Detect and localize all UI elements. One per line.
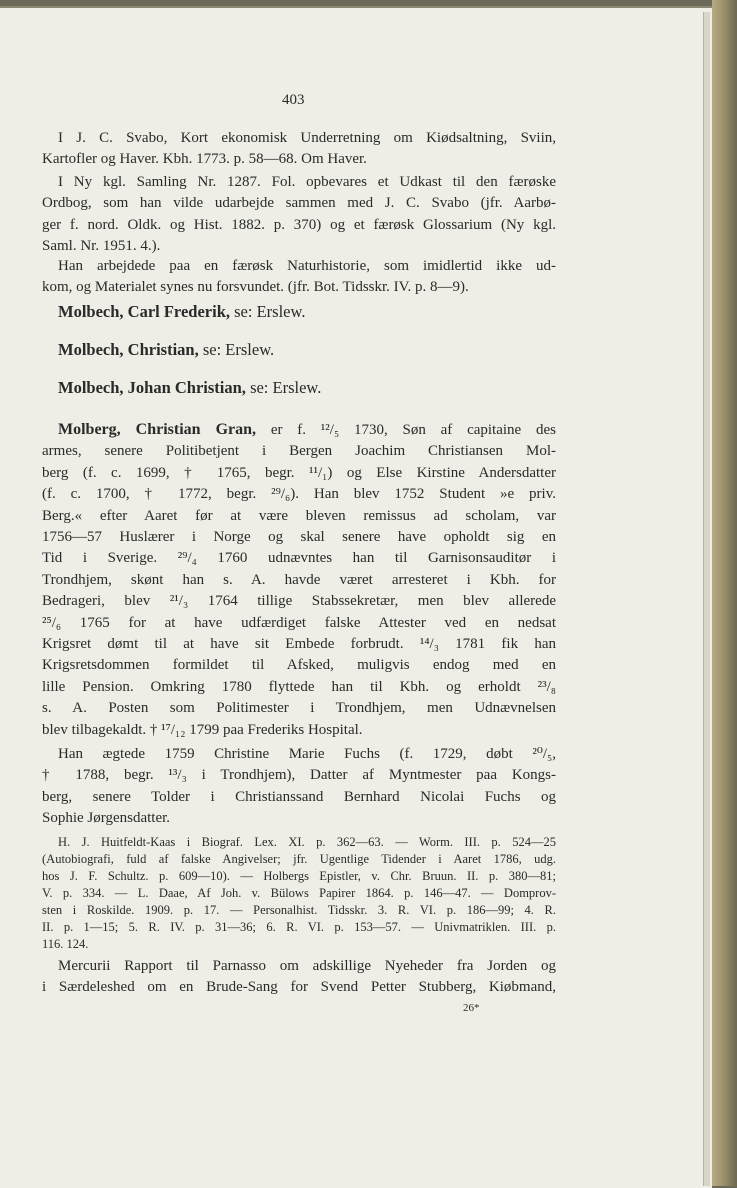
entry-name: Molberg, Christian Gran, xyxy=(58,421,257,438)
text-line: ger f. nord. Oldk. og Hist. 1882. p. 370) og et færøsk Glossarium (Ny kgl. xyxy=(42,216,556,233)
reference-line: V. p. 334. — L. Daae, Af Joh. v. Bülows Papirer 1864. p. 146—47. — Domprov- xyxy=(42,886,556,900)
entry-name: Molbech, Carl Frederik, xyxy=(58,302,230,321)
text-line: Saml. Nr. 1951. 4.). xyxy=(42,238,161,255)
text-line: I J. C. Svabo, Kort ekonomisk Underretning om Kiødsaltning, Sviin, xyxy=(58,130,556,146)
text-line: armes, senere Politibetjent i Bergen Joachim Christiansen Mol- xyxy=(42,443,556,460)
text-line: Mercurii Rapport til Parnasso om adskillige Nyeheder fra Jorden og xyxy=(58,958,556,974)
cross-reference-entry xyxy=(58,302,305,322)
text-line: Sophie Jørgensdatter. xyxy=(42,810,171,827)
reference-line: H. J. Huitfeldt-Kaas i Biograf. Lex. XI. p. 362—63. — Worm. III. p. 524—25 xyxy=(58,835,556,849)
reference-line: II. p. 1—15; 5. R. IV. p. 31—36; 6. R. VI. p. 153—57. — Univmatriklen. III. p. xyxy=(42,920,556,934)
text-line: Krigsret dømt til at have sit Embede forbrudt. ¹⁴/₃ 1781 fik han xyxy=(42,636,556,652)
reference-line: (Autobiografi, fuld af falske Angivelser; jfr. Ugentlige Tidender i Aaret 1786, udg. xyxy=(42,852,556,866)
text-line: i Særdeleshed om en Brude-Sang for Svend Petter Stubberg, Kiøbmand, xyxy=(42,979,556,996)
text-line: berg, senere Tolder i Christianssand Bernhard Nicolai Fuchs og xyxy=(42,788,556,805)
entry-name: Molbech, Johan Christian, xyxy=(58,378,246,397)
text-line: † 1788, begr. ¹³/₃ i Trondhjem), Datter af Myntmester paa Kongs- xyxy=(42,767,556,784)
text-line: berg (f. c. 1699, † 1765, begr. ¹¹/₁) og Else Kirstine Andersdatter xyxy=(42,464,556,481)
entry-reference: se: Erslew. xyxy=(245,378,322,397)
entry-text: er f. ¹²/₅ 1730, Søn af capitaine des xyxy=(256,422,556,438)
entry-reference: se: Erslew. xyxy=(230,302,306,321)
text-line: Ordbog, som han vilde udarbejde sammen med J. C. Svabo (jfr. Aarbø- xyxy=(42,195,556,212)
cross-reference-entry xyxy=(58,378,321,398)
text-line: kom, og Materialet synes nu forsvundet. (jfr. Bot. Tidsskr. IV. p. 8—9). xyxy=(42,279,469,296)
text-line xyxy=(58,420,556,440)
text-line: (f. c. 1700, † 1772, begr. ²⁹/₆). Han blev 1752 Student »e priv. xyxy=(42,486,556,503)
text-line: I Ny kgl. Samling Nr. 1287. Fol. opbevares et Udkast til den færøske xyxy=(58,174,556,190)
text-line: Han ægtede 1759 Christine Marie Fuchs (f. 1729, døbt ²⁰/₅, xyxy=(58,746,556,762)
text-line: Kartofler og Haver. Kbh. 1773. p. 58—68. Om Haver. xyxy=(42,151,367,168)
reference-line: hos J. F. Schultz. p. 609—10). — Holbergs Epistler, v. Chr. Bruun. II. p. 380—81; xyxy=(42,869,556,883)
book-binding-edge xyxy=(712,0,737,1186)
text-line: 1756—57 Huslærer i Norge og skal senere have opholdt sig en xyxy=(42,529,556,545)
text-line: s. A. Posten som Politimester i Trondhjem, men Udnævnelsen xyxy=(42,700,556,717)
text-line: blev tilbagekaldt. † ¹⁷/₁₂ 1799 paa Frederiks Hospital. xyxy=(42,721,363,738)
printer-signature: 26* xyxy=(463,1002,480,1014)
text-line: lille Pension. Omkring 1780 flyttede han til Kbh. og erholdt ²³/₈ xyxy=(42,678,556,695)
text-line: Tid i Sverige. ²⁹/₄ 1760 udnævntes han til Garnisonsauditør i xyxy=(42,550,556,567)
reference-line: sten i Roskilde. 1909. p. 17. — Personalhist. Tidsskr. 3. R. VI. p. 186—99; 4. R. xyxy=(42,903,556,917)
text-line: Berg.« efter Aaret før at være bleven remissus ad scholam, var xyxy=(42,507,556,524)
entry-name: Molbech, Christian, xyxy=(58,340,199,359)
text-line: Trondhjem, skønt han s. A. havde været arresteret i Kbh. for xyxy=(42,571,556,588)
page-edge xyxy=(703,12,710,1186)
text-line: Han arbejdede paa en færøsk Naturhistorie, som imidlertid ikke ud- xyxy=(58,258,556,274)
text-line: Bedrageri, blev ²¹/₃ 1764 tillige Stabssekretær, men blev allerede xyxy=(42,593,556,610)
entry-reference: se: Erslew. xyxy=(198,340,275,359)
text-line: Krigsretsdommen formildet til Afsked, muligvis endog med en xyxy=(42,657,556,674)
cross-reference-entry xyxy=(58,340,274,360)
page-number: 403 xyxy=(282,92,305,108)
text-line: ²⁵/₆ 1765 for at have udfærdiget falske Attester ved en nedsat xyxy=(42,614,556,631)
reference-line: 116. 124. xyxy=(42,937,89,951)
